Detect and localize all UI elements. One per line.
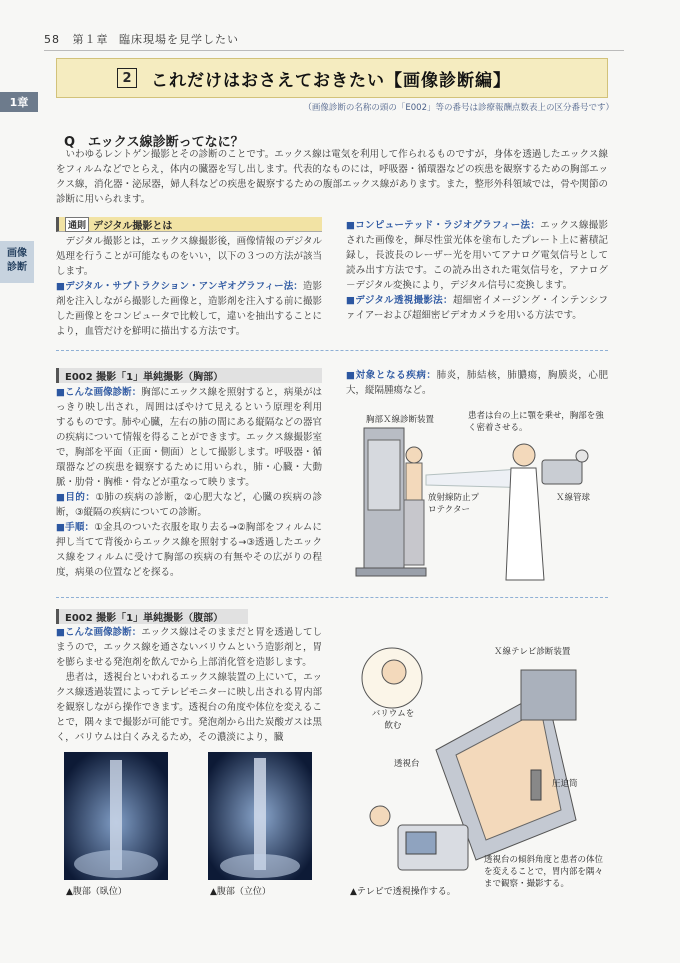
abdomen-konna-text: エックス線はそのままだと胃を透過してしまうので，エックス線を通さないバリウムという造影剤と，胃を膨らませる発泡剤を飲んでから上部消化管を造影します。 <box>56 627 322 668</box>
chest-tejun-term: ■手順： <box>56 522 95 533</box>
dsa-text: 造影剤を注入しながら撮影した画像と，造影剤を注入する前に撮影した画像とをコンピュータで比較して，違いを抽出することにより，血管だけを鮮明に描出する方法です。 <box>56 281 323 337</box>
chest-patient-note: 患者は台の上に顎を乗せ，胸部を強く密着させる。 <box>468 411 604 433</box>
abdomen-fig-note: 透視台の傾斜角度と患者の体位を変えることで，胃内部を隅々まで観察・撮影する。 <box>484 855 604 889</box>
table-label: 透視台 <box>394 759 420 769</box>
cr-text: エックス線撮影された画像を，輝尽性蛍光体を塗布したプレート上に蓄積記録し，長波長のレーザー光を用いてアナログ電気信号として読み出す方法です。この読み出された電気信号を，アナログ－デジタル変換により，デジタル信号に変換します。 <box>346 220 608 291</box>
chapter-tab: 1章 <box>0 92 38 112</box>
question-paragraph: いわゆるレントゲン撮影とその診断のことです。エックス線は電気を利用して作られるものですが，身体を透過したエックス線をフィルムなどでとらえ，体内の臓器を写し出します。代表的なものには，呼吸器・循環器などの疾患を観察するための胸部エックス線，消化器・泌尿器，婦人科などの疾患を観察するための腹部エックス線があります。また，整形外科領域では，骨や関節の診断に用いられます。 <box>56 149 608 205</box>
section-divider-2 <box>56 597 608 598</box>
cr-item <box>346 218 608 293</box>
chest-konna <box>56 385 322 490</box>
xray-supine-caption: ▲腹部（臥位） <box>66 887 127 897</box>
chest-konna-text: 胸部にエックス線を照射すると，病巣がはっきり映し出され，周囲はぼやけて見えるという原理を利用するものです。肺や心臓，左右の肺の間にある縦隔などの器官の疾病について情報を得ることができます。エックス線撮影室で，胸部を平面（正面・側面）として撮影します。呼吸器・循環器などの疾患を観察するために用いられ，肺・心臓・大動脈・肋骨・胸椎・骨などが重なって映ります。 <box>56 387 322 488</box>
question-heading: Q エックス線診断ってなに？ <box>64 135 244 150</box>
abdomen-konna-term: ■こんな画像診断： <box>56 627 142 638</box>
chest-device-label: 胸部Ｘ線診断装置 <box>366 415 435 425</box>
xray-image-supine <box>64 752 168 880</box>
abdomen-text <box>56 625 322 745</box>
side-tab <box>0 241 34 283</box>
chest-mokuteki-term: ■目的： <box>56 492 96 503</box>
abdomen-label: E002 撮影「1」単純撮影（腹部） <box>56 609 248 624</box>
chest-taisho-text: 肺炎，肺結核，肺膿瘍，胸膜炎，心肥大，縦隔腫瘍など。 <box>346 370 608 396</box>
chest-mokuteki-text: ①肺の疾病の診断，②心肥大など，心臓の疾病の診断，③縦隔の疾病についての診断。 <box>56 492 322 518</box>
chest-taisho-term: ■対象となる疾病： <box>346 370 437 381</box>
title-note: （画像診断の名称の頭の「E002」等の番号は診療報酬点数表上の区分番号です） <box>303 103 614 113</box>
chest-text <box>56 385 322 580</box>
tsusoku-right <box>346 218 608 323</box>
side-tab-line2: 診断 <box>7 262 27 273</box>
tsusoku-intro: デジタル撮影とは，エックス線撮影後，画像情報のデジタル処理を行うことが可能なものをいい，以下の３つの方法が該当します。 <box>56 236 323 277</box>
tsusoku-tag: 通則 <box>65 217 89 232</box>
dr-term: ■デジタル透視撮影法： <box>346 295 453 306</box>
xray-standing-drawing <box>208 752 312 880</box>
chest-konna-term: ■こんな画像診断： <box>56 387 142 398</box>
side-tab-line1: 画像 <box>7 248 27 259</box>
chapter-title: 臨床現場を見学したい <box>119 33 239 46</box>
xray-standing-caption: ▲腹部（立位） <box>210 887 271 897</box>
dsa-item <box>56 279 322 339</box>
header-divider <box>44 50 624 51</box>
dr-item <box>346 293 608 323</box>
tsusoku-left <box>56 234 322 339</box>
dr-text: 超細密イメージング・インテンシファイアーおよび超細密ビデオカメラを用いる方法です。 <box>346 295 609 321</box>
chest-tejun-text: ①金具のついた衣服を取り去る→②胸部をフィルムに押し当てて背後からエックス線を照射する→③透過したエックス線をフィルムに受けて胸部の疾病の有無やその広がりの程度，病巣の位置などを探る。 <box>56 522 322 578</box>
xray-image-standing <box>208 752 312 880</box>
chest-tejun <box>56 520 322 580</box>
chest-mokuteki <box>56 490 322 520</box>
section-title: これだけはおさえておきたい【画像診断編】 <box>151 70 511 91</box>
tsusoku-title: デジタル撮影とは <box>93 220 173 232</box>
chest-label: E002 撮影「1」単純撮影（胸部） <box>56 368 322 383</box>
section-number: 2 <box>117 68 137 88</box>
barium-label: バリウムを飲む <box>371 709 415 731</box>
tv-caption: ▲テレビで透視操作する。 <box>350 887 456 897</box>
page-number: 58 <box>44 33 60 46</box>
abdomen-device-label: Ｘ線テレビ診断装置 <box>494 647 571 657</box>
xray-supine-drawing <box>64 752 168 880</box>
abdomen-xray-illustration <box>346 630 608 900</box>
compress-label: 圧迫筒 <box>552 779 578 789</box>
dsa-term: ■デジタル・サブトラクション・アンギオグラフィー法： <box>56 281 303 292</box>
section-divider-1 <box>56 350 608 351</box>
chest-xray-illustration <box>346 400 608 590</box>
section-title-band <box>56 58 608 98</box>
page-header <box>44 31 239 47</box>
tsusoku-label <box>56 217 322 232</box>
cr-term: ■コンピューテッド・ラジオグラフィー法： <box>346 220 541 231</box>
chapter-number: 第１章 <box>72 33 109 46</box>
chest-protector-label: 放射線防止プロテクター <box>428 493 480 515</box>
abdomen-para2: 患者は，透視台といわれるエックス線装置の上にいて，エックス線透過装置によってテレビモニターに映し出される胃内部を観察しながら操作できます。透視台の角度や体位を変えることで，隅々まで撮影が可能です。発泡剤から出た炭酸ガスは黒く，バリウムは白くみえるため，その濃淡により，臓 <box>56 672 322 743</box>
chest-tube-label: Ｘ線管球 <box>556 493 591 503</box>
chest-taisho <box>346 368 608 398</box>
abdomen-konna <box>56 625 322 670</box>
